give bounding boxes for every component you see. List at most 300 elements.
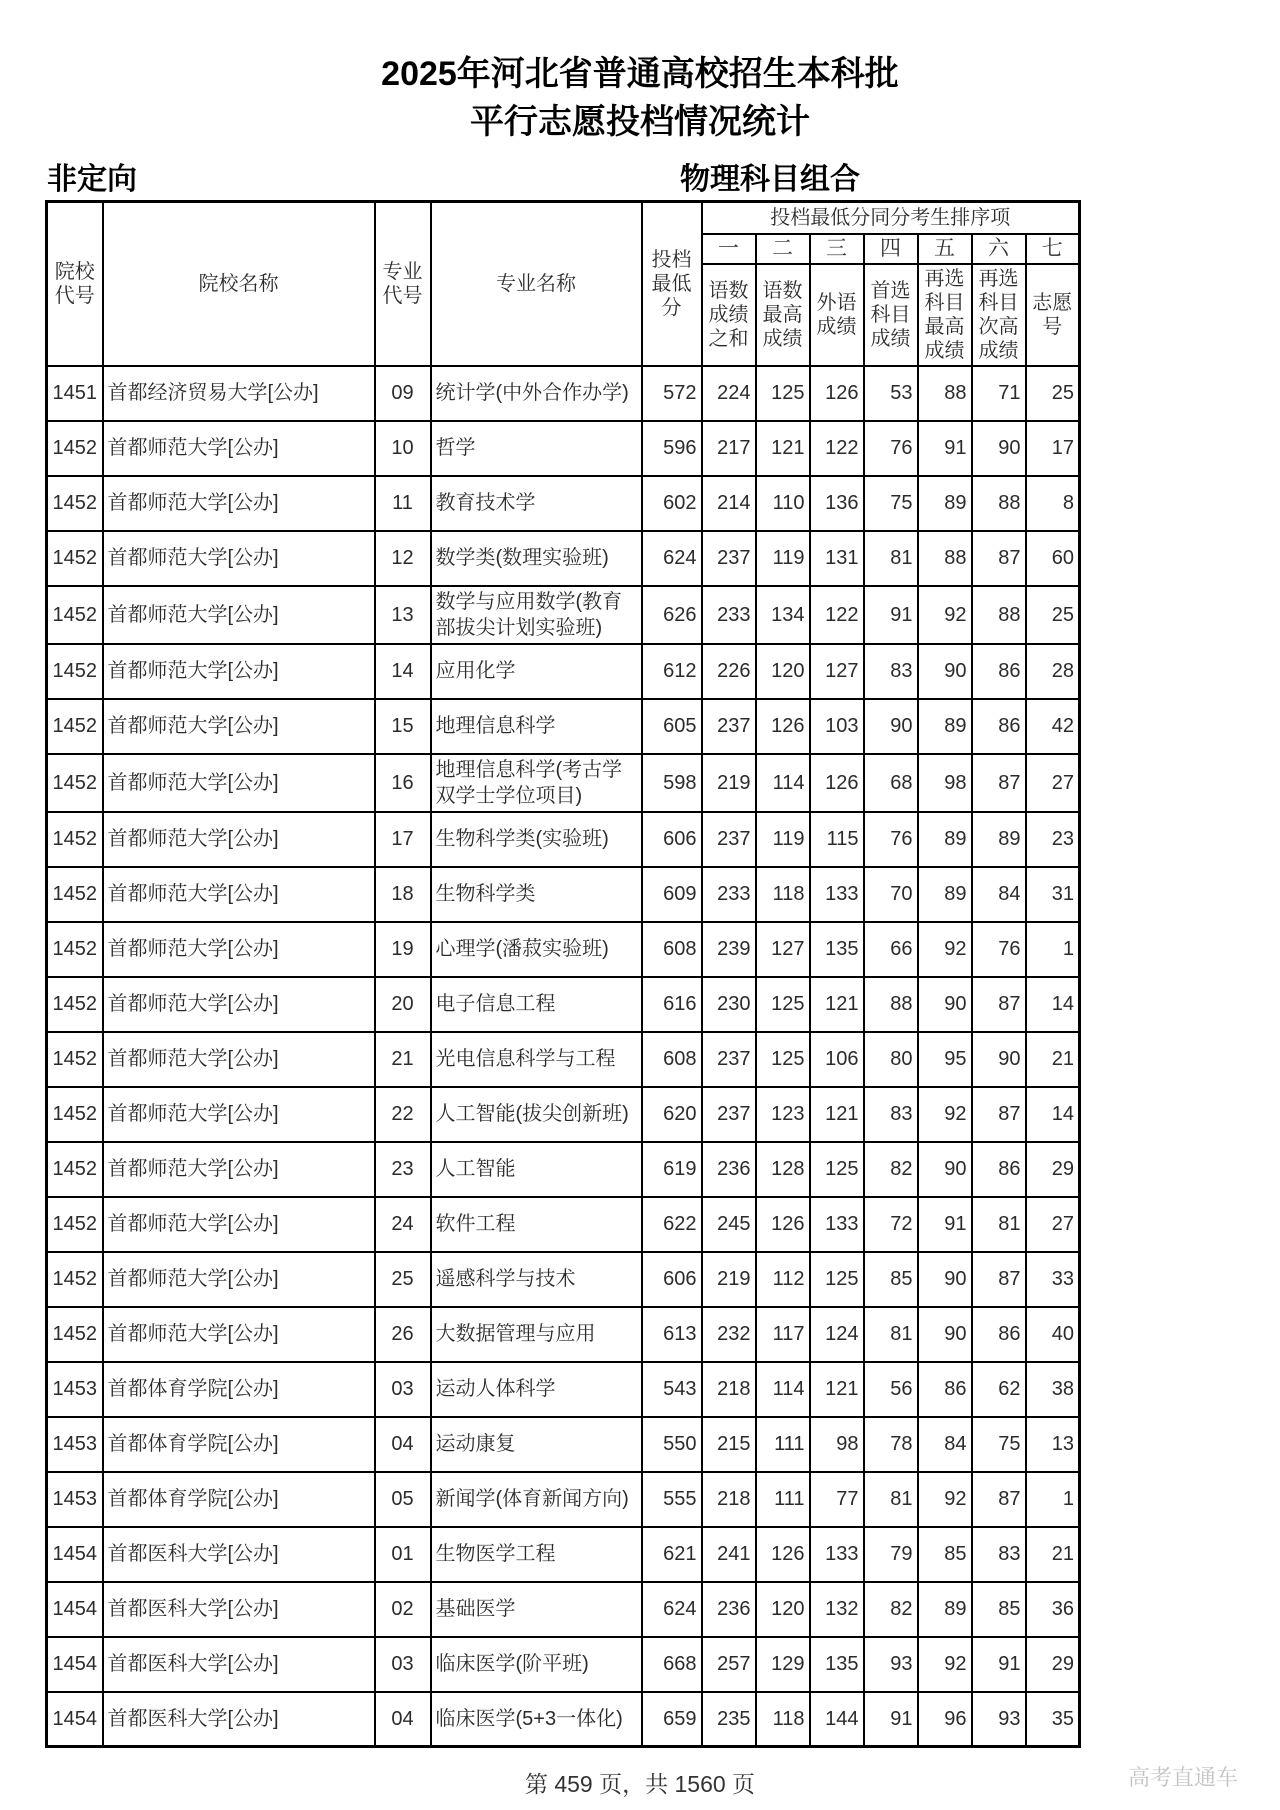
tiebreak-7-cell: 17 [1026, 421, 1080, 476]
tiebreak-3-cell: 77 [810, 1472, 864, 1527]
major-name-cell: 光电信息科学与工程 [431, 1032, 642, 1087]
min-score-cell: 619 [642, 1142, 702, 1197]
tiebreak-7-cell: 29 [1026, 1637, 1080, 1692]
tiebreak-5-cell: 90 [918, 1307, 972, 1362]
header-ordinal-3: 三 [810, 234, 864, 264]
header-tiebreak-6: 再选科目次高成绩 [972, 264, 1026, 366]
tiebreak-7-cell: 35 [1026, 1692, 1080, 1747]
major-code-cell: 04 [375, 1692, 431, 1747]
tiebreak-5-cell: 92 [918, 922, 972, 977]
college-code-cell: 1453 [47, 1472, 103, 1527]
major-code-cell: 18 [375, 867, 431, 922]
major-name-cell: 运动康复 [431, 1417, 642, 1472]
tiebreak-1-cell: 232 [702, 1307, 756, 1362]
tiebreak-1-cell: 218 [702, 1362, 756, 1417]
tiebreak-1-cell: 217 [702, 421, 756, 476]
header-college-code: 院校代号 [47, 202, 103, 366]
college-name-cell: 首都体育学院[公办] [103, 1362, 375, 1417]
table-row [47, 644, 1080, 699]
tiebreak-6-cell: 83 [972, 1527, 1026, 1582]
tiebreak-1-cell: 233 [702, 867, 756, 922]
tiebreak-5-cell: 96 [918, 1692, 972, 1747]
college-code-cell: 1452 [47, 1307, 103, 1362]
table-body [47, 366, 1080, 1747]
tiebreak-2-cell: 117 [756, 1307, 810, 1362]
tiebreak-5-cell: 88 [918, 531, 972, 586]
header-major-name: 专业名称 [431, 202, 642, 366]
page-title-line1: 2025年河北省普通高校招生本科批 [381, 55, 899, 93]
tiebreak-6-cell: 89 [972, 812, 1026, 867]
college-code-cell: 1451 [47, 366, 103, 421]
header-ordinal-1: 一 [702, 234, 756, 264]
major-name-cell: 遥感科学与技术 [431, 1252, 642, 1307]
college-name-cell: 首都师范大学[公办] [103, 754, 375, 812]
table-row [47, 1527, 1080, 1582]
college-code-cell: 1452 [47, 476, 103, 531]
min-score-cell: 609 [642, 867, 702, 922]
major-name-cell: 人工智能 [431, 1142, 642, 1197]
tiebreak-5-cell: 98 [918, 754, 972, 812]
college-code-cell: 1452 [47, 531, 103, 586]
tiebreak-3-cell: 115 [810, 812, 864, 867]
tiebreak-4-cell: 91 [864, 586, 918, 644]
min-score-cell: 668 [642, 1637, 702, 1692]
tiebreak-6-cell: 71 [972, 366, 1026, 421]
tiebreak-5-cell: 92 [918, 1637, 972, 1692]
major-name-cell: 人工智能(拔尖创新班) [431, 1087, 642, 1142]
tiebreak-2-cell: 114 [756, 754, 810, 812]
major-name-cell: 教育技术学 [431, 476, 642, 531]
tiebreak-6-cell: 88 [972, 586, 1026, 644]
tiebreak-2-cell: 126 [756, 699, 810, 754]
college-code-cell: 1452 [47, 1197, 103, 1252]
tiebreak-5-cell: 89 [918, 476, 972, 531]
tiebreak-7-cell: 38 [1026, 1362, 1080, 1417]
header-tiebreak-group: 投档最低分同分考生排序项 [702, 202, 1080, 234]
college-code-cell: 1452 [47, 977, 103, 1032]
tiebreak-4-cell: 80 [864, 1032, 918, 1087]
college-name-cell: 首都师范大学[公办] [103, 476, 375, 531]
table-row [47, 1087, 1080, 1142]
table-row [47, 1197, 1080, 1252]
tiebreak-1-cell: 215 [702, 1417, 756, 1472]
table-row [47, 1362, 1080, 1417]
college-name-cell: 首都医科大学[公办] [103, 1692, 375, 1747]
table-row [47, 476, 1080, 531]
major-name-cell: 临床医学(阶平班) [431, 1637, 642, 1692]
major-code-cell: 25 [375, 1252, 431, 1307]
tiebreak-1-cell: 236 [702, 1582, 756, 1637]
page-title [0, 0, 1280, 146]
college-code-cell: 1452 [47, 867, 103, 922]
tiebreak-1-cell: 239 [702, 922, 756, 977]
header-tiebreak-5: 再选科目最高成绩 [918, 264, 972, 366]
major-code-cell: 15 [375, 699, 431, 754]
min-score-cell: 550 [642, 1417, 702, 1472]
tiebreak-6-cell: 76 [972, 922, 1026, 977]
tiebreak-5-cell: 85 [918, 1527, 972, 1582]
tiebreak-5-cell: 90 [918, 1142, 972, 1197]
major-code-cell: 20 [375, 977, 431, 1032]
college-code-cell: 1454 [47, 1692, 103, 1747]
tiebreak-4-cell: 88 [864, 977, 918, 1032]
tiebreak-3-cell: 122 [810, 421, 864, 476]
tiebreak-1-cell: 219 [702, 1252, 756, 1307]
college-code-cell: 1452 [47, 644, 103, 699]
college-name-cell: 首都师范大学[公办] [103, 1087, 375, 1142]
college-name-cell: 首都师范大学[公办] [103, 421, 375, 476]
college-name-cell: 首都体育学院[公办] [103, 1417, 375, 1472]
college-code-cell: 1452 [47, 421, 103, 476]
tiebreak-4-cell: 78 [864, 1417, 918, 1472]
tiebreak-4-cell: 83 [864, 1087, 918, 1142]
major-name-cell: 数学类(数理实验班) [431, 531, 642, 586]
tiebreak-6-cell: 86 [972, 1142, 1026, 1197]
tiebreak-7-cell: 14 [1026, 1087, 1080, 1142]
major-code-cell: 21 [375, 1032, 431, 1087]
college-name-cell: 首都师范大学[公办] [103, 867, 375, 922]
tiebreak-6-cell: 62 [972, 1362, 1026, 1417]
tiebreak-6-cell: 81 [972, 1197, 1026, 1252]
header-tiebreak-4: 首选科目成绩 [864, 264, 918, 366]
major-name-cell: 新闻学(体育新闻方向) [431, 1472, 642, 1527]
min-score-cell: 613 [642, 1307, 702, 1362]
tiebreak-5-cell: 88 [918, 366, 972, 421]
min-score-cell: 622 [642, 1197, 702, 1252]
table-row [47, 1307, 1080, 1362]
college-name-cell: 首都师范大学[公办] [103, 1252, 375, 1307]
tiebreak-1-cell: 237 [702, 1087, 756, 1142]
tiebreak-4-cell: 72 [864, 1197, 918, 1252]
tiebreak-1-cell: 230 [702, 977, 756, 1032]
tiebreak-2-cell: 126 [756, 1527, 810, 1582]
major-code-cell: 16 [375, 754, 431, 812]
orientation-label: 非定向 [47, 163, 137, 196]
tiebreak-5-cell: 90 [918, 644, 972, 699]
tiebreak-1-cell: 233 [702, 586, 756, 644]
header-min-score: 投档最低分 [642, 202, 702, 366]
tiebreak-6-cell: 90 [972, 1032, 1026, 1087]
table-row [47, 1032, 1080, 1087]
major-name-cell: 大数据管理与应用 [431, 1307, 642, 1362]
college-name-cell: 首都师范大学[公办] [103, 922, 375, 977]
major-code-cell: 11 [375, 476, 431, 531]
major-code-cell: 13 [375, 586, 431, 644]
tiebreak-4-cell: 85 [864, 1252, 918, 1307]
min-score-cell: 555 [642, 1472, 702, 1527]
min-score-cell: 572 [642, 366, 702, 421]
header-ordinal-5: 五 [918, 234, 972, 264]
college-code-cell: 1453 [47, 1362, 103, 1417]
tiebreak-3-cell: 121 [810, 1087, 864, 1142]
major-code-cell: 09 [375, 366, 431, 421]
table-row [47, 1472, 1080, 1527]
min-score-cell: 608 [642, 922, 702, 977]
tiebreak-3-cell: 121 [810, 977, 864, 1032]
college-name-cell: 首都师范大学[公办] [103, 699, 375, 754]
table-row [47, 366, 1080, 421]
tiebreak-3-cell: 127 [810, 644, 864, 699]
min-score-cell: 606 [642, 1252, 702, 1307]
tiebreak-4-cell: 76 [864, 421, 918, 476]
header-major-code: 专业代号 [375, 202, 431, 366]
tiebreak-3-cell: 144 [810, 1692, 864, 1747]
college-name-cell: 首都师范大学[公办] [103, 977, 375, 1032]
tiebreak-2-cell: 121 [756, 421, 810, 476]
tiebreak-3-cell: 125 [810, 1142, 864, 1197]
major-name-cell: 应用化学 [431, 644, 642, 699]
major-code-cell: 22 [375, 1087, 431, 1142]
tiebreak-7-cell: 13 [1026, 1417, 1080, 1472]
header-college-name: 院校名称 [103, 202, 375, 366]
tiebreak-4-cell: 81 [864, 1307, 918, 1362]
tiebreak-3-cell: 126 [810, 754, 864, 812]
tiebreak-1-cell: 245 [702, 1197, 756, 1252]
tiebreak-6-cell: 93 [972, 1692, 1026, 1747]
major-name-cell: 心理学(潘菽实验班) [431, 922, 642, 977]
tiebreak-2-cell: 119 [756, 531, 810, 586]
tiebreak-7-cell: 21 [1026, 1527, 1080, 1582]
table-row [47, 1692, 1080, 1747]
tiebreak-4-cell: 82 [864, 1582, 918, 1637]
college-code-cell: 1452 [47, 1142, 103, 1197]
tiebreak-2-cell: 125 [756, 977, 810, 1032]
college-name-cell: 首都体育学院[公办] [103, 1472, 375, 1527]
min-score-cell: 608 [642, 1032, 702, 1087]
tiebreak-1-cell: 257 [702, 1637, 756, 1692]
tiebreak-6-cell: 84 [972, 867, 1026, 922]
tiebreak-4-cell: 83 [864, 644, 918, 699]
tiebreak-7-cell: 60 [1026, 531, 1080, 586]
major-code-cell: 26 [375, 1307, 431, 1362]
tiebreak-4-cell: 93 [864, 1637, 918, 1692]
table-row [47, 699, 1080, 754]
tiebreak-4-cell: 75 [864, 476, 918, 531]
major-code-cell: 10 [375, 421, 431, 476]
tiebreak-1-cell: 218 [702, 1472, 756, 1527]
table-row [47, 421, 1080, 476]
tiebreak-3-cell: 106 [810, 1032, 864, 1087]
tiebreak-4-cell: 79 [864, 1527, 918, 1582]
tiebreak-3-cell: 132 [810, 1582, 864, 1637]
table-row [47, 1637, 1080, 1692]
tiebreak-5-cell: 84 [918, 1417, 972, 1472]
tiebreak-1-cell: 219 [702, 754, 756, 812]
tiebreak-4-cell: 81 [864, 1472, 918, 1527]
tiebreak-6-cell: 75 [972, 1417, 1026, 1472]
tiebreak-4-cell: 81 [864, 531, 918, 586]
college-code-cell: 1454 [47, 1582, 103, 1637]
college-code-cell: 1452 [47, 812, 103, 867]
major-name-cell: 生物科学类 [431, 867, 642, 922]
tiebreak-2-cell: 134 [756, 586, 810, 644]
major-name-cell: 临床医学(5+3一体化) [431, 1692, 642, 1747]
major-name-cell: 生物科学类(实验班) [431, 812, 642, 867]
tiebreak-6-cell: 85 [972, 1582, 1026, 1637]
tiebreak-5-cell: 89 [918, 1582, 972, 1637]
college-code-cell: 1454 [47, 1637, 103, 1692]
tiebreak-4-cell: 90 [864, 699, 918, 754]
major-name-cell: 电子信息工程 [431, 977, 642, 1032]
tiebreak-6-cell: 87 [972, 1252, 1026, 1307]
major-code-cell: 02 [375, 1582, 431, 1637]
tiebreak-5-cell: 90 [918, 1252, 972, 1307]
tiebreak-6-cell: 86 [972, 644, 1026, 699]
min-score-cell: 602 [642, 476, 702, 531]
tiebreak-6-cell: 87 [972, 531, 1026, 586]
tiebreak-2-cell: 129 [756, 1637, 810, 1692]
tiebreak-1-cell: 226 [702, 644, 756, 699]
tiebreak-3-cell: 135 [810, 922, 864, 977]
tiebreak-5-cell: 92 [918, 586, 972, 644]
tiebreak-3-cell: 121 [810, 1362, 864, 1417]
watermark: 高考直通车 [1127, 1765, 1238, 1790]
college-name-cell: 首都师范大学[公办] [103, 531, 375, 586]
tiebreak-1-cell: 237 [702, 699, 756, 754]
tiebreak-4-cell: 70 [864, 867, 918, 922]
tiebreak-2-cell: 119 [756, 812, 810, 867]
tiebreak-7-cell: 1 [1026, 1472, 1080, 1527]
major-name-cell: 软件工程 [431, 1197, 642, 1252]
major-code-cell: 23 [375, 1142, 431, 1197]
tiebreak-6-cell: 88 [972, 476, 1026, 531]
tiebreak-7-cell: 42 [1026, 699, 1080, 754]
table-row [47, 1252, 1080, 1307]
tiebreak-2-cell: 120 [756, 1582, 810, 1637]
table-row [47, 1417, 1080, 1472]
tiebreak-7-cell: 25 [1026, 366, 1080, 421]
tiebreak-3-cell: 122 [810, 586, 864, 644]
college-name-cell: 首都医科大学[公办] [103, 1637, 375, 1692]
table-row [47, 922, 1080, 977]
tiebreak-7-cell: 27 [1026, 754, 1080, 812]
header-ordinal-6: 六 [972, 234, 1026, 264]
college-code-cell: 1452 [47, 586, 103, 644]
college-name-cell: 首都医科大学[公办] [103, 1582, 375, 1637]
major-code-cell: 12 [375, 531, 431, 586]
major-name-cell: 统计学(中外合作办学) [431, 366, 642, 421]
college-code-cell: 1452 [47, 1252, 103, 1307]
tiebreak-7-cell: 21 [1026, 1032, 1080, 1087]
tiebreak-4-cell: 56 [864, 1362, 918, 1417]
tiebreak-2-cell: 128 [756, 1142, 810, 1197]
major-code-cell: 24 [375, 1197, 431, 1252]
tiebreak-3-cell: 133 [810, 1527, 864, 1582]
tiebreak-6-cell: 87 [972, 1472, 1026, 1527]
tiebreak-5-cell: 91 [918, 1197, 972, 1252]
major-code-cell: 03 [375, 1362, 431, 1417]
college-name-cell: 首都师范大学[公办] [103, 644, 375, 699]
tiebreak-3-cell: 125 [810, 1252, 864, 1307]
tiebreak-1-cell: 236 [702, 1142, 756, 1197]
college-code-cell: 1453 [47, 1417, 103, 1472]
min-score-cell: 659 [642, 1692, 702, 1747]
min-score-cell: 626 [642, 586, 702, 644]
tiebreak-3-cell: 136 [810, 476, 864, 531]
college-code-cell: 1452 [47, 754, 103, 812]
min-score-cell: 605 [642, 699, 702, 754]
tiebreak-2-cell: 123 [756, 1087, 810, 1142]
college-name-cell: 首都师范大学[公办] [103, 1142, 375, 1197]
tiebreak-1-cell: 237 [702, 812, 756, 867]
tiebreak-7-cell: 36 [1026, 1582, 1080, 1637]
tiebreak-4-cell: 68 [864, 754, 918, 812]
table-row [47, 867, 1080, 922]
tiebreak-6-cell: 87 [972, 754, 1026, 812]
min-score-cell: 543 [642, 1362, 702, 1417]
college-name-cell: 首都医科大学[公办] [103, 1527, 375, 1582]
college-name-cell: 首都师范大学[公办] [103, 1197, 375, 1252]
college-name-cell: 首都师范大学[公办] [103, 812, 375, 867]
min-score-cell: 624 [642, 1582, 702, 1637]
tiebreak-7-cell: 27 [1026, 1197, 1080, 1252]
min-score-cell: 616 [642, 977, 702, 1032]
tiebreak-2-cell: 112 [756, 1252, 810, 1307]
major-code-cell: 04 [375, 1417, 431, 1472]
tiebreak-2-cell: 125 [756, 1032, 810, 1087]
tiebreak-4-cell: 76 [864, 812, 918, 867]
college-name-cell: 首都师范大学[公办] [103, 586, 375, 644]
min-score-cell: 621 [642, 1527, 702, 1582]
tiebreak-2-cell: 125 [756, 366, 810, 421]
college-code-cell: 1452 [47, 1032, 103, 1087]
tiebreak-5-cell: 89 [918, 867, 972, 922]
major-name-cell: 哲学 [431, 421, 642, 476]
tiebreak-5-cell: 95 [918, 1032, 972, 1087]
college-name-cell: 首都师范大学[公办] [103, 1032, 375, 1087]
tiebreak-2-cell: 114 [756, 1362, 810, 1417]
tiebreak-6-cell: 86 [972, 699, 1026, 754]
header-tiebreak-2: 语数最高成绩 [756, 264, 810, 366]
tiebreak-6-cell: 91 [972, 1637, 1026, 1692]
tiebreak-5-cell: 92 [918, 1472, 972, 1527]
college-code-cell: 1452 [47, 1087, 103, 1142]
tiebreak-6-cell: 86 [972, 1307, 1026, 1362]
tiebreak-2-cell: 110 [756, 476, 810, 531]
tiebreak-2-cell: 126 [756, 1197, 810, 1252]
tiebreak-7-cell: 33 [1026, 1252, 1080, 1307]
header-ordinal-2: 二 [756, 234, 810, 264]
college-code-cell: 1452 [47, 922, 103, 977]
college-code-cell: 1454 [47, 1527, 103, 1582]
tiebreak-7-cell: 31 [1026, 867, 1080, 922]
tiebreak-1-cell: 235 [702, 1692, 756, 1747]
tiebreak-7-cell: 8 [1026, 476, 1080, 531]
tiebreak-4-cell: 66 [864, 922, 918, 977]
min-score-cell: 598 [642, 754, 702, 812]
header-ordinal-7: 七 [1026, 234, 1080, 264]
tiebreak-1-cell: 241 [702, 1527, 756, 1582]
tiebreak-5-cell: 89 [918, 699, 972, 754]
major-code-cell: 14 [375, 644, 431, 699]
tiebreak-2-cell: 111 [756, 1417, 810, 1472]
tiebreak-7-cell: 25 [1026, 586, 1080, 644]
header-tiebreak-7: 志愿号 [1026, 264, 1080, 366]
tiebreak-4-cell: 91 [864, 1692, 918, 1747]
college-name-cell: 首都经济贸易大学[公办] [103, 366, 375, 421]
tiebreak-3-cell: 131 [810, 531, 864, 586]
tiebreak-2-cell: 118 [756, 1692, 810, 1747]
major-code-cell: 01 [375, 1527, 431, 1582]
tiebreak-6-cell: 87 [972, 977, 1026, 1032]
table-row [47, 531, 1080, 586]
min-score-cell: 612 [642, 644, 702, 699]
tiebreak-5-cell: 90 [918, 977, 972, 1032]
page-title-line2: 平行志愿投档情况统计 [470, 103, 810, 141]
min-score-cell: 620 [642, 1087, 702, 1142]
table-row [47, 1142, 1080, 1197]
college-name-cell: 首都师范大学[公办] [103, 1307, 375, 1362]
